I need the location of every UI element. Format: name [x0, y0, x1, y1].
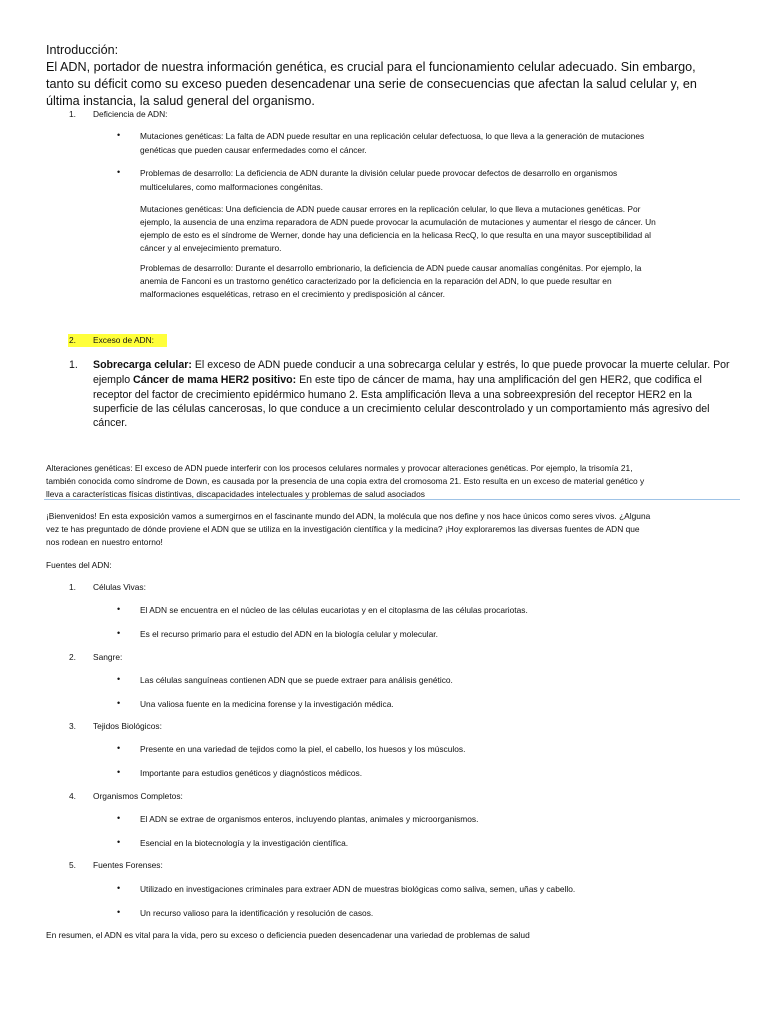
- intro-line-1: El ADN, portador de nuestra información genética, es crucial para el funcionamiento celular adecuado. Sin embargo,: [46, 60, 696, 74]
- source-5-title: Fuentes Forenses:: [93, 860, 163, 870]
- list-bullet: •: [117, 767, 121, 777]
- list-bullet: •: [117, 907, 121, 917]
- source-5-bullet-2: Un recurso valioso para la identificación y resolución de casos.: [140, 908, 374, 918]
- source-3-bullet-1: Presente en una variedad de tejidos como la piel, el cabello, los huesos y los músculos.: [140, 744, 466, 754]
- mutations-paragraph-line-4: cáncer y al envejecimiento prematuro.: [140, 243, 282, 253]
- welcome-line-1: ¡Bienvenidos! En esta exposición vamos a sumergirnos en el fascinante mundo del ADN, la molécula que nos define y nos hace únicos como seres vivos. ¿Alguna: [46, 511, 651, 521]
- example-prefix: ejemplo: [93, 374, 134, 386]
- source-2-bullet-1: Las células sanguíneas contienen ADN que se puede extraer para análisis genético.: [140, 675, 453, 685]
- development-paragraph-line-1: Problemas de desarrollo: Durante el desarrollo embrionario, la deficiencia de ADN puede causar anomalías congénitas. Por ejemplo, la: [140, 263, 642, 273]
- intro-heading: Introducción:: [46, 43, 119, 57]
- deficiency-bullet-1-line-1: Mutaciones genéticas: La falta de ADN puede resultar en una replicación celular defectuosa, lo que lleva a la generación de mutaciones: [140, 131, 645, 141]
- intro-line-3: última instancia, la salud general del organismo.: [46, 94, 315, 108]
- list-bullet: •: [117, 604, 121, 614]
- source-3-number: 3.: [69, 721, 76, 731]
- overload-term: Sobrecarga celular:: [93, 359, 192, 371]
- welcome-line-3: nos rodean en nuestro entorno!: [46, 537, 163, 547]
- section-2-number: 2.: [69, 335, 76, 345]
- deficiency-bullet-1-line-2: genéticas que pueden causar enfermedades como el cáncer.: [140, 145, 367, 155]
- list-bullet: •: [117, 813, 121, 823]
- her2-text: En este tipo de cáncer de mama, hay una amplificación del gen HER2, que codifica el: [296, 374, 702, 386]
- section-1-title: Deficiencia de ADN:: [93, 109, 168, 119]
- source-2-bullet-2: Una valiosa fuente en la medicina forense y la investigación médica.: [140, 699, 394, 709]
- source-1-number: 1.: [69, 582, 76, 592]
- list-bullet: •: [117, 743, 121, 753]
- source-5-bullet-1: Utilizado en investigaciones criminales para extraer ADN de muestras biológicas como saliva, semen, uñas y cabello.: [140, 884, 576, 894]
- list-bullet: •: [117, 698, 121, 708]
- overload-text: El exceso de ADN puede conducir a una sobrecarga celular y estrés, lo que puede provocar la muerte celular. Por: [191, 359, 730, 371]
- excess-item-number: 1.: [69, 359, 78, 371]
- source-4-bullet-1: El ADN se extrae de organismos enteros, incluyendo plantas, animales y microorganismos.: [140, 814, 479, 824]
- page-divider: [44, 499, 740, 500]
- list-bullet: •: [117, 883, 121, 893]
- excess-item-line-5: cáncer.: [93, 417, 128, 429]
- list-bullet: •: [117, 130, 121, 140]
- source-4-bullet-2: Esencial en la biotecnología y la investigación científica.: [140, 838, 349, 848]
- her2-term: Cáncer de mama HER2 positivo:: [133, 374, 297, 386]
- excess-item-line-3: receptor del factor de crecimiento epidérmico humano 2. Esta amplificación lleva a una sobreexpresión del receptor HER2 en la: [93, 389, 692, 401]
- alterations-line-1: Alteraciones genéticas: El exceso de ADN puede interferir con los procesos celulares normales y provocar alteraciones genéticas. Por ejemplo, la trisomía 21,: [46, 463, 633, 473]
- list-bullet: •: [117, 628, 121, 638]
- source-2-title: Sangre:: [93, 652, 123, 662]
- source-1-bullet-1: El ADN se encuentra en el núcleo de las células eucariotas y en el citoplasma de las células procariotas.: [140, 605, 528, 615]
- source-1-title: Células Vivas:: [93, 582, 146, 592]
- mutations-paragraph-line-3: ejemplo de esto es el síndrome de Werner, donde hay una deficiencia en la helicasa RecQ, lo que resulta en una mayor susceptibilidad al: [140, 230, 652, 240]
- development-paragraph-line-2: anemia de Fanconi es un trastorno genético caracterizado por la deficiencia en la reparación del ADN, lo que puede resultar en: [140, 276, 612, 286]
- source-5-number: 5.: [69, 860, 76, 870]
- section-2-highlight: [68, 334, 167, 347]
- section-1-number: 1.: [69, 109, 76, 119]
- excess-item-line-1: [93, 358, 730, 373]
- mutations-paragraph-line-1: Mutaciones genéticas: Una deficiencia de ADN puede causar errores en la replicación celular, lo que lleva a mutaciones genéticas. Por: [140, 204, 641, 214]
- list-bullet: •: [117, 837, 121, 847]
- excess-item-line-4: superficie de las células cancerosas, lo que conduce a un crecimiento celular descontrolado y un comportamiento más agresivo del: [93, 403, 710, 415]
- intro-line-2: tanto su déficit como su exceso pueden desencadenar una serie de consecuencias que afectan la salud celular y, en: [46, 77, 697, 91]
- source-4-title: Organismos Completos:: [93, 791, 183, 801]
- sources-title: Fuentes del ADN:: [46, 560, 112, 570]
- summary-line: En resumen, el ADN es vital para la vida, pero su exceso o deficiencia pueden desencadenar una variedad de problemas de salud: [46, 930, 530, 940]
- mutations-paragraph-line-2: ejemplo, la ausencia de una enzima reparadora de ADN puede provocar la acumulación de mutaciones y aumentar el riesgo de cáncer. Un: [140, 217, 656, 227]
- list-bullet: •: [117, 167, 121, 177]
- source-3-bullet-2: Importante para estudios genéticos y diagnósticos médicos.: [140, 768, 363, 778]
- source-4-number: 4.: [69, 791, 76, 801]
- alterations-line-2: también conocida como síndrome de Down, es causada por la presencia de una copia extra del cromosoma 21. Esto resulta en un exceso de material genético y: [46, 476, 645, 486]
- section-2-title: Exceso de ADN:: [93, 335, 154, 345]
- welcome-line-2: vez te has preguntado de dónde proviene el ADN que se utiliza en la investigación científica y la medicina? ¡Hoy exploraremos las diversas fuentes de ADN que: [46, 524, 640, 534]
- excess-item-line-2: [93, 373, 702, 388]
- development-paragraph-line-3: malformaciones esqueléticas, retraso en el crecimiento y predisposición al cáncer.: [140, 289, 445, 299]
- deficiency-bullet-2-line-2: multicelulares, como malformaciones congénitas.: [140, 182, 323, 192]
- deficiency-bullet-2-line-1: Problemas de desarrollo: La deficiencia de ADN durante la división celular puede provocar defectos de desarrollo en organismos: [140, 168, 618, 178]
- source-2-number: 2.: [69, 652, 76, 662]
- alterations-line-3: lleva a características físicas distintivas, discapacidades intelectuales y problemas de salud asociados: [46, 489, 425, 499]
- source-3-title: Tejidos Biológicos:: [93, 721, 162, 731]
- list-bullet: •: [117, 674, 121, 684]
- source-1-bullet-2: Es el recurso primario para el estudio del ADN en la biología celular y molecular.: [140, 629, 438, 639]
